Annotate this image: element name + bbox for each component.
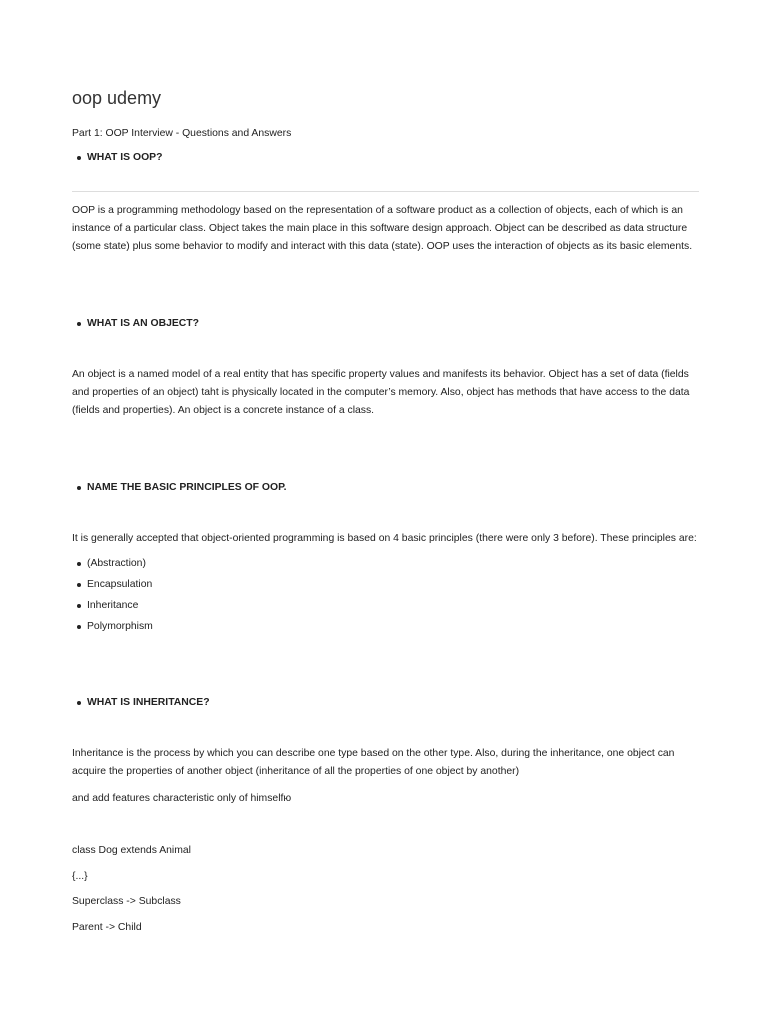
bullet-icon (77, 322, 81, 326)
section-heading-text: WHAT IS INHERITANCE? (87, 697, 210, 708)
section-heading-text: WHAT IS OOP? (87, 152, 163, 163)
list-item-text: (Abstraction) (87, 558, 146, 569)
bullet-icon (77, 562, 81, 566)
bullet-icon (77, 156, 81, 160)
section-heading-text: NAME THE BASIC PRINCIPLES OF OOP. (87, 482, 287, 493)
paragraph-basic-principles: It is generally accepted that object-oriented programming is based on 4 basic principles (there were only 3 before). These principles are: (72, 533, 697, 544)
list-item-text: Encapsulation (87, 579, 153, 590)
code-line: {...} (72, 871, 88, 882)
document-title: oop udemy (72, 88, 162, 108)
bullet-icon (77, 486, 81, 490)
code-line: Superclass -> Subclass (72, 896, 181, 907)
bullet-icon (77, 604, 81, 608)
paragraph-what-is-oop: OOP is a programming methodology based on the representation of a software product as a collection of objects, each of which is an instance of a particular class. Object takes the main place in this software design approach. Object can be described as data structure (some state) plus some behavior to modify and interact with this data (state). OOP uses the interaction of objects as its basic elements. (72, 205, 693, 252)
paragraph-what-is-an-object: An object is a named model of a real entity that has specific property values and manifests its behavior. Object has a set of data (fields and properties of an object) taht is physically located in the computer’s memory. Also, object has methods that have access to the data (fields and properties). An object is a concrete instance of a class. (72, 369, 690, 416)
code-line: Parent -> Child (72, 922, 142, 933)
part-heading: Part 1: OOP Interview - Questions and Answers (72, 128, 292, 139)
paragraph-inheritance-continued: and add features characteristic only of himselfю (72, 793, 292, 804)
bullet-icon (77, 701, 81, 705)
bullet-icon (77, 583, 81, 587)
list-item-text: Inheritance (87, 600, 139, 611)
list-item-text: Polymorphism (87, 621, 153, 632)
divider (72, 191, 699, 192)
section-heading-text: WHAT IS AN OBJECT? (87, 318, 199, 329)
code-line: class Dog extends Animal (72, 845, 191, 856)
bullet-icon (77, 625, 81, 629)
paragraph-what-is-inheritance: Inheritance is the process by which you can describe one type based on the other type. Also, during the inheritance, one object can acquire the properties of another object (inheritance of all the properties of one object by another) (72, 748, 675, 777)
